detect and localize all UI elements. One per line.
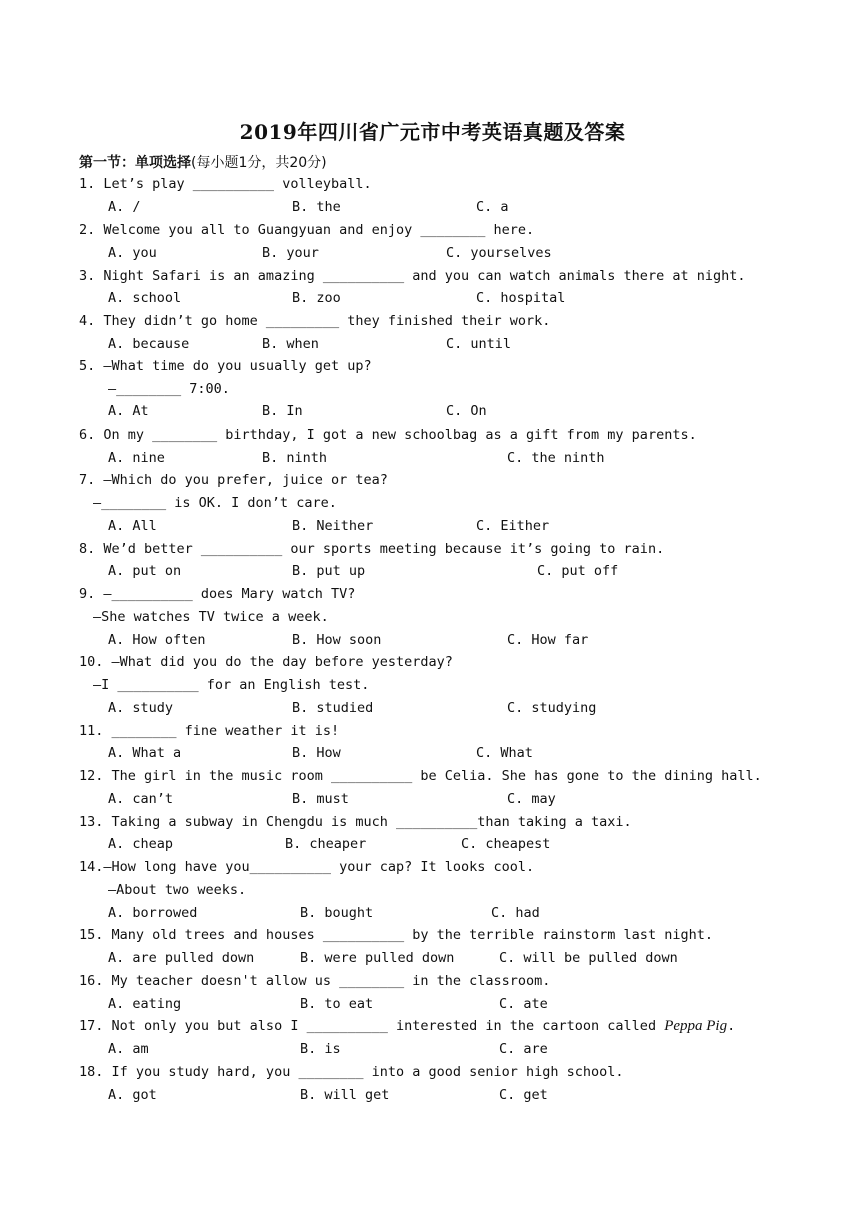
question-stem — [79, 653, 453, 671]
question-text: —She watches TV twice a week. — [93, 609, 329, 625]
question-text: 10. —What did you do the day before yesterday? — [79, 654, 453, 670]
question-text: 7. —Which do you prefer, juice or tea? — [79, 472, 388, 488]
question-text: 9. —__________ does Mary watch TV? — [79, 586, 356, 602]
question-text: 15. Many old trees and houses __________ by the terrible rainstorm last night. — [79, 927, 713, 943]
answer-option-b: B. put up — [292, 563, 366, 579]
answer-option-b: B. will get — [300, 1087, 390, 1103]
question-line — [108, 881, 246, 899]
question-text: 4. They didn’t go home _________ they finished their work. — [79, 313, 551, 329]
question-text: 17. Not only you but also I __________ interested in the cartoon called — [79, 1018, 665, 1034]
question-stem — [79, 972, 550, 990]
answer-option-c: C. On — [446, 403, 487, 419]
answer-option-a: A. study — [108, 700, 174, 716]
section-label: 第一节：单项选择 — [79, 155, 191, 171]
question-text: —I __________ for an English test. — [93, 677, 370, 693]
answer-option-c: C. studying — [507, 700, 597, 716]
answer-option-a: A. are pulled down — [108, 950, 255, 966]
question-stem — [79, 722, 339, 740]
answer-option-c: C. Either — [476, 518, 550, 534]
question-text: 2. Welcome you all to Guangyuan and enjoy ________ here. — [79, 222, 535, 238]
answer-option-b: B. when — [262, 336, 319, 352]
answer-option-b: B. cheaper — [285, 836, 367, 852]
answer-option-b: B. were pulled down — [300, 950, 455, 966]
question-text: 1. Let’s play __________ volleyball. — [79, 176, 372, 192]
question-line — [93, 608, 329, 626]
question-text: —________ is OK. I don’t care. — [93, 495, 337, 511]
section-note: (每小题1分，共20分) — [191, 155, 327, 171]
section-heading — [79, 152, 327, 172]
question-text: 14.—How long have you__________ your cap? It looks cool. — [79, 859, 535, 875]
question-stem — [79, 175, 372, 193]
answer-option-c: C. had — [491, 905, 540, 921]
question-stem — [79, 1017, 735, 1035]
question-stem — [79, 221, 534, 239]
question-text: —About two weeks. — [108, 882, 247, 898]
question-stem — [79, 267, 745, 285]
answer-option-a: A. put on — [108, 563, 182, 579]
answer-option-b: B. zoo — [292, 290, 341, 306]
question-line — [93, 676, 369, 694]
answer-option-c: C. the ninth — [507, 450, 605, 466]
question-text: 11. ________ fine weather it is! — [79, 723, 340, 739]
answer-option-a: A. because — [108, 336, 190, 352]
question-text: 3. Night Safari is an amazing __________ and you can watch animals there at night. — [79, 268, 746, 284]
answer-option-a: A. borrowed — [108, 905, 198, 921]
answer-option-a: A. you — [108, 245, 157, 261]
answer-option-b: B. In — [262, 403, 303, 419]
answer-option-c: C. are — [499, 1041, 548, 1057]
question-stem — [79, 1063, 624, 1081]
answer-option-c: C. until — [446, 336, 512, 352]
answer-option-a: A. got — [108, 1087, 157, 1103]
question-text: —________ 7:00. — [108, 381, 230, 397]
question-text: 5. —What time do you usually get up? — [79, 358, 372, 374]
question-text: 8. We’d better __________ our sports meeting because it’s going to rain. — [79, 541, 665, 557]
answer-option-c: C. ate — [499, 996, 548, 1012]
question-punctuation: . — [727, 1018, 736, 1034]
answer-option-c: C. a — [476, 199, 509, 215]
answer-option-b: B. Neither — [292, 518, 374, 534]
question-text: 13. Taking a subway in Chengdu is much __________than taking a taxi. — [79, 814, 632, 830]
answer-option-a: A. nine — [108, 450, 165, 466]
answer-option-a: A. / — [108, 199, 141, 215]
question-stem — [79, 471, 388, 489]
question-text: 12. The girl in the music room __________ be Celia. She has gone to the dining hall. — [79, 768, 762, 784]
question-stem — [79, 813, 632, 831]
answer-option-c: C. yourselves — [446, 245, 552, 261]
answer-option-b: B. ninth — [262, 450, 328, 466]
answer-option-c: C. hospital — [476, 290, 566, 306]
question-stem — [79, 357, 372, 375]
answer-option-b: B. studied — [292, 700, 374, 716]
answer-option-b: B. How — [292, 745, 341, 761]
question-text: 16. My teacher doesn't allow us ________ in the classroom. — [79, 973, 551, 989]
answer-option-a: A. am — [108, 1041, 149, 1057]
answer-option-a: A. can’t — [108, 791, 174, 807]
question-stem — [79, 540, 664, 558]
answer-option-a: A. What a — [108, 745, 182, 761]
question-stem — [79, 426, 697, 444]
answer-option-a: A. How often — [108, 632, 206, 648]
answer-option-c: C. cheapest — [461, 836, 551, 852]
answer-option-c: C. How far — [507, 632, 589, 648]
answer-option-c: C. may — [507, 791, 556, 807]
question-stem — [79, 767, 762, 785]
answer-option-c: C. put off — [537, 563, 619, 579]
cartoon-title: Peppa Pig — [664, 1018, 728, 1034]
answer-option-b: B. the — [292, 199, 341, 215]
answer-option-a: A. At — [108, 403, 149, 419]
page-title: 2019年四川省广元市中考英语真题及答案 — [239, 120, 626, 144]
answer-option-a: A. cheap — [108, 836, 174, 852]
question-stem — [79, 312, 550, 330]
question-line — [93, 494, 337, 512]
question-stem — [79, 585, 355, 603]
question-stem — [79, 858, 534, 876]
answer-option-b: B. must — [292, 791, 349, 807]
answer-option-a: A. eating — [108, 996, 182, 1012]
answer-option-b: B. your — [262, 245, 319, 261]
answer-option-b: B. bought — [300, 905, 374, 921]
question-stem — [79, 926, 713, 944]
question-text: 6. On my ________ birthday, I got a new schoolbag as a gift from my parents. — [79, 427, 697, 443]
answer-option-b: B. How soon — [292, 632, 382, 648]
question-text: 18. If you study hard, you ________ into a good senior high school. — [79, 1064, 624, 1080]
question-line — [108, 380, 230, 398]
answer-option-a: A. All — [108, 518, 157, 534]
answer-option-a: A. school — [108, 290, 182, 306]
answer-option-b: B. to eat — [300, 996, 374, 1012]
answer-option-c: C. What — [476, 745, 533, 761]
answer-option-b: B. is — [300, 1041, 341, 1057]
answer-option-c: C. will be pulled down — [499, 950, 678, 966]
answer-option-c: C. get — [499, 1087, 548, 1103]
